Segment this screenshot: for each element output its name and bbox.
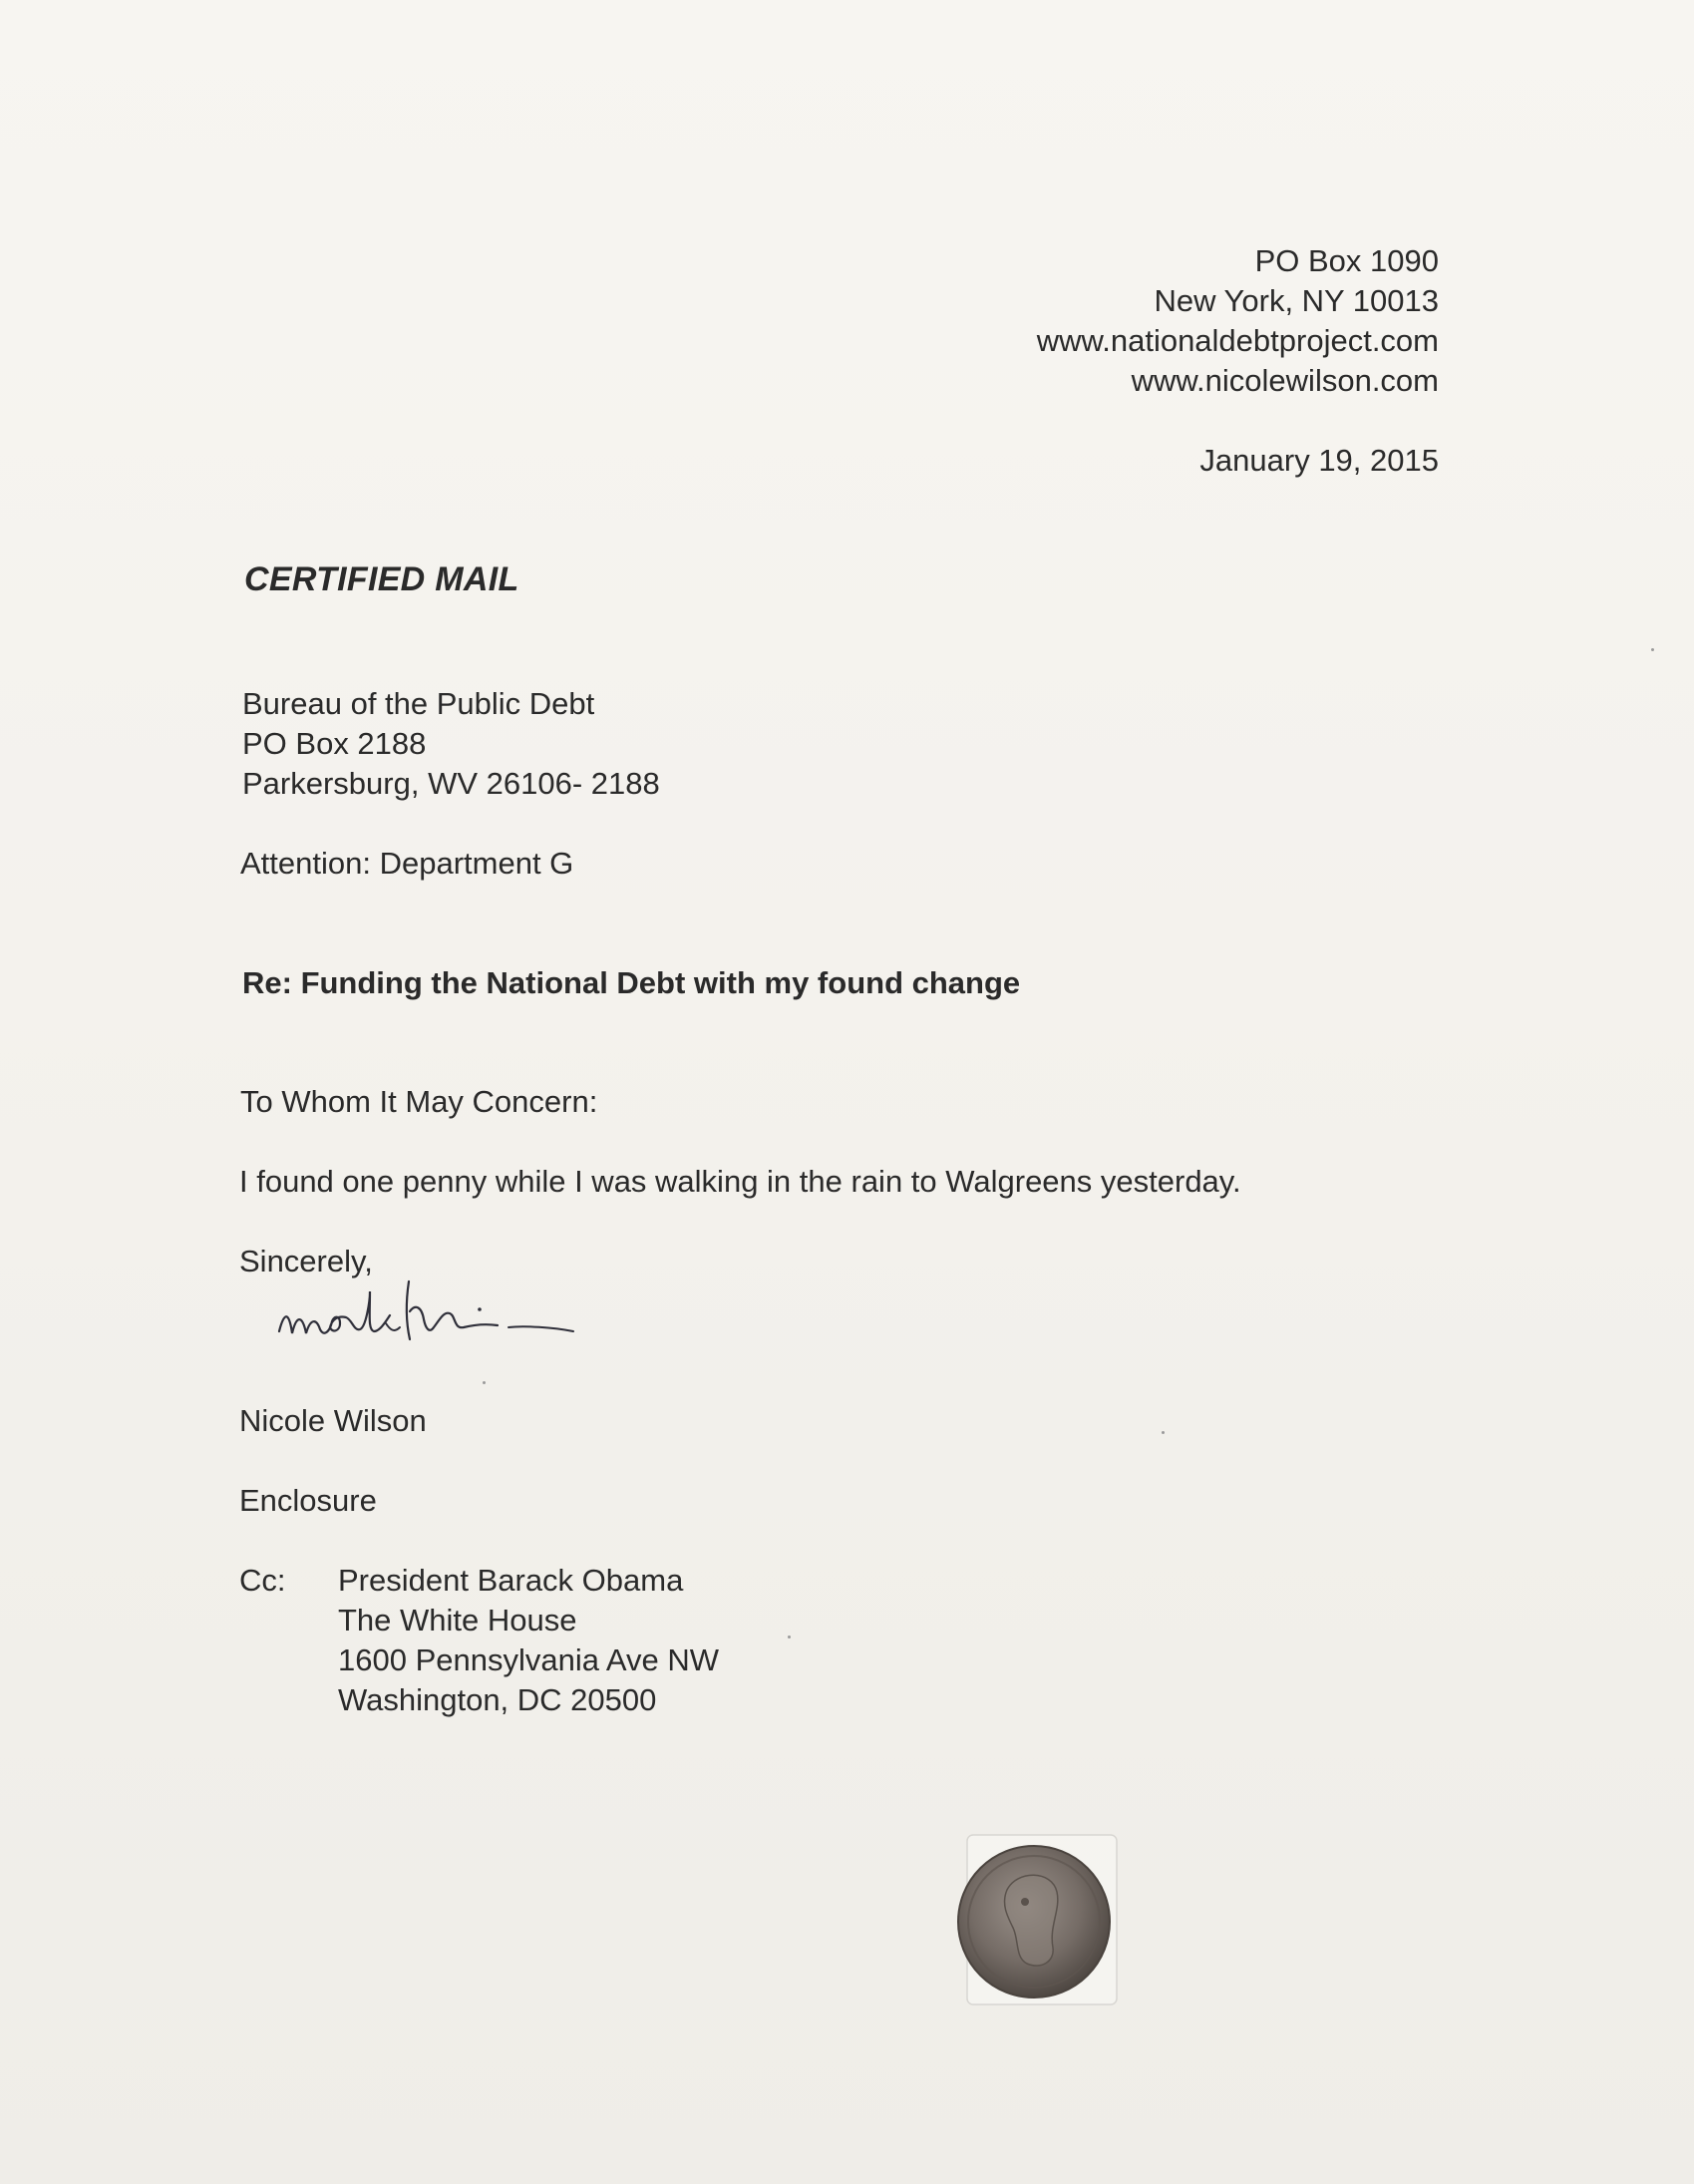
letter-date: January 19, 2015 <box>1199 443 1439 478</box>
recipient-line3: Parkersburg, WV 26106- 2188 <box>242 766 660 801</box>
recipient-line1: Bureau of the Public Debt <box>242 686 595 721</box>
enclosure-label: Enclosure <box>239 1483 377 1518</box>
paper-speck <box>483 1381 486 1384</box>
cc-line3: 1600 Pennsylvania Ave NW <box>338 1642 719 1677</box>
sender-address-line2: New York, NY 10013 <box>1154 283 1439 318</box>
sender-address-line1: PO Box 1090 <box>1254 243 1439 278</box>
paper-speck <box>1651 648 1654 651</box>
penny-enclosure-image <box>957 1830 1127 2009</box>
attention-line: Attention: Department G <box>240 846 574 881</box>
cc-line4: Washington, DC 20500 <box>338 1682 657 1717</box>
delivery-method: CERTIFIED MAIL <box>244 560 519 598</box>
signer-name: Nicole Wilson <box>239 1403 427 1438</box>
sender-website-2: www.nicolewilson.com <box>1131 363 1439 398</box>
cc-label: Cc: <box>239 1563 286 1598</box>
closing: Sincerely, <box>239 1244 373 1278</box>
paper-speck <box>1162 1431 1165 1434</box>
salutation: To Whom It May Concern: <box>240 1084 598 1119</box>
cc-line2: The White House <box>338 1603 577 1638</box>
sender-website-1: www.nationaldebtproject.com <box>1036 323 1439 358</box>
cc-line1: President Barack Obama <box>338 1563 684 1598</box>
handwritten-signature <box>274 1272 673 1361</box>
paper-speck <box>788 1636 791 1638</box>
body-paragraph: I found one penny while I was walking in the rain to Walgreens yesterday. <box>239 1164 1241 1199</box>
recipient-line2: PO Box 2188 <box>242 726 427 761</box>
subject-line: Re: Funding the National Debt with my found change <box>242 965 1021 1000</box>
